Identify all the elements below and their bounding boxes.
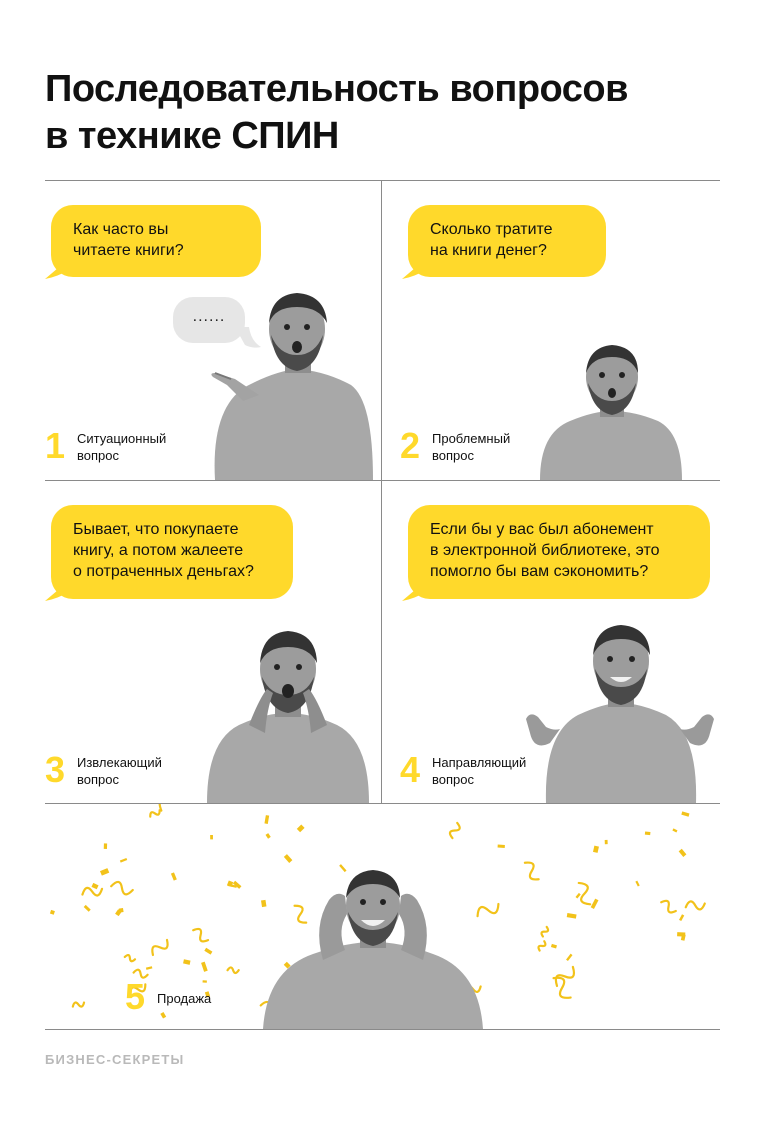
step-3-label bbox=[45, 749, 162, 790]
step-4-label bbox=[400, 749, 527, 790]
step-5-label bbox=[125, 976, 212, 1017]
question-line: Как часто вы bbox=[73, 221, 169, 238]
confetti-piece bbox=[233, 881, 242, 889]
confetti-piece bbox=[541, 926, 550, 937]
title-line-2: в технике СПИН bbox=[45, 115, 339, 157]
confetti-piece bbox=[645, 831, 651, 835]
confetti-piece bbox=[679, 914, 684, 921]
step-label-line: вопрос bbox=[77, 772, 119, 787]
question-bubble-4 bbox=[408, 505, 710, 599]
confetti-piece bbox=[183, 959, 190, 965]
confetti-piece bbox=[449, 822, 461, 840]
man-celebrating-illustration bbox=[253, 870, 493, 1029]
confetti-piece bbox=[100, 868, 109, 876]
confetti-piece bbox=[91, 883, 98, 889]
confetti-piece bbox=[575, 893, 580, 899]
confetti-piece bbox=[573, 880, 595, 907]
question-line: в электронной библиотеке, это bbox=[430, 542, 660, 559]
page-title bbox=[45, 66, 735, 160]
man-cheering-illustration bbox=[520, 623, 720, 803]
step-4-panel bbox=[382, 481, 720, 803]
confetti-piece bbox=[567, 913, 577, 919]
question-bubble-3 bbox=[51, 505, 293, 599]
confetti-piece bbox=[552, 963, 577, 990]
question-line: помогло бы вам сэкономить? bbox=[430, 563, 649, 580]
confetti-piece bbox=[204, 948, 212, 955]
confetti-piece bbox=[685, 899, 706, 912]
confetti-piece bbox=[551, 944, 557, 949]
confetti-piece bbox=[591, 899, 599, 909]
step-2-label bbox=[400, 425, 511, 466]
question-line: Если бы у вас был абонемент bbox=[430, 521, 654, 538]
confetti-piece bbox=[566, 954, 572, 961]
confetti-piece bbox=[297, 824, 305, 832]
step-label-line: Проблемный bbox=[432, 431, 511, 446]
step-5-panel bbox=[45, 804, 720, 1029]
step-number: 5 bbox=[125, 976, 146, 1017]
confetti-piece bbox=[72, 1000, 85, 1010]
confetti-piece bbox=[149, 808, 162, 819]
confetti-piece bbox=[498, 845, 505, 848]
confetti-piece bbox=[210, 835, 213, 839]
confetti-piece bbox=[605, 840, 608, 844]
question-line: на книги денег? bbox=[430, 242, 547, 259]
step-number: 4 bbox=[400, 749, 421, 790]
confetti-piece bbox=[149, 936, 171, 958]
step-label-line: Извлекающий bbox=[77, 755, 162, 770]
confetti-piece bbox=[679, 849, 687, 857]
confetti-piece bbox=[659, 899, 678, 915]
confetti-piece bbox=[227, 967, 238, 973]
step-number: 3 bbox=[45, 749, 66, 790]
man-surprised-illustration bbox=[203, 629, 373, 803]
confetti-piece bbox=[672, 828, 677, 832]
confetti-piece bbox=[50, 910, 55, 915]
question-bubble-2 bbox=[408, 205, 606, 277]
step-label-line: Продажа bbox=[157, 991, 212, 1006]
question-line: Бывает, что покупаете bbox=[73, 521, 239, 538]
step-3-panel bbox=[45, 481, 381, 803]
confetti-piece bbox=[284, 854, 293, 863]
confetti-piece bbox=[191, 926, 211, 943]
divider-bottom bbox=[45, 1029, 720, 1030]
confetti-piece bbox=[171, 872, 177, 880]
step-label-line: Направляющий bbox=[432, 755, 527, 770]
confetti-piece bbox=[110, 881, 133, 896]
confetti-piece bbox=[201, 962, 208, 972]
step-2-panel bbox=[382, 181, 720, 480]
step-1-panel bbox=[45, 181, 381, 480]
question-line: о потраченных деньгах? bbox=[73, 563, 254, 580]
step-1-label bbox=[45, 425, 167, 466]
brand-logo: БИЗНЕС-СЕКРЕТЫ bbox=[45, 1052, 185, 1067]
confetti-piece bbox=[635, 881, 639, 887]
confetti-piece bbox=[120, 858, 127, 863]
confetti-piece bbox=[104, 843, 107, 849]
step-label-line: Ситуационный bbox=[77, 431, 167, 446]
confetti-piece bbox=[84, 905, 91, 912]
question-line: читаете книги? bbox=[73, 242, 184, 259]
reply-ellipsis: ...... bbox=[192, 308, 226, 325]
question-line: книгу, а потом жалеете bbox=[73, 542, 244, 559]
confetti-piece bbox=[593, 846, 599, 853]
step-number: 2 bbox=[400, 425, 421, 466]
question-bubble-1 bbox=[51, 205, 261, 277]
step-label-line: вопрос bbox=[432, 448, 474, 463]
confetti-piece bbox=[521, 859, 543, 882]
confetti-piece bbox=[681, 811, 689, 816]
step-label-line: вопрос bbox=[432, 772, 474, 787]
confetti-piece bbox=[124, 954, 135, 961]
man-shocked-illustration bbox=[538, 345, 684, 480]
confetti-piece bbox=[537, 940, 546, 952]
step-number: 1 bbox=[45, 425, 66, 466]
man-pointing-illustration bbox=[205, 289, 381, 480]
confetti-piece bbox=[266, 833, 271, 839]
confetti-piece bbox=[677, 932, 685, 936]
step-label-line: вопрос bbox=[77, 448, 119, 463]
confetti-piece bbox=[146, 966, 152, 970]
title-line-1: Последовательность вопросов bbox=[45, 68, 628, 110]
question-line: Сколько тратите bbox=[430, 221, 553, 238]
confetti-piece bbox=[264, 815, 269, 824]
